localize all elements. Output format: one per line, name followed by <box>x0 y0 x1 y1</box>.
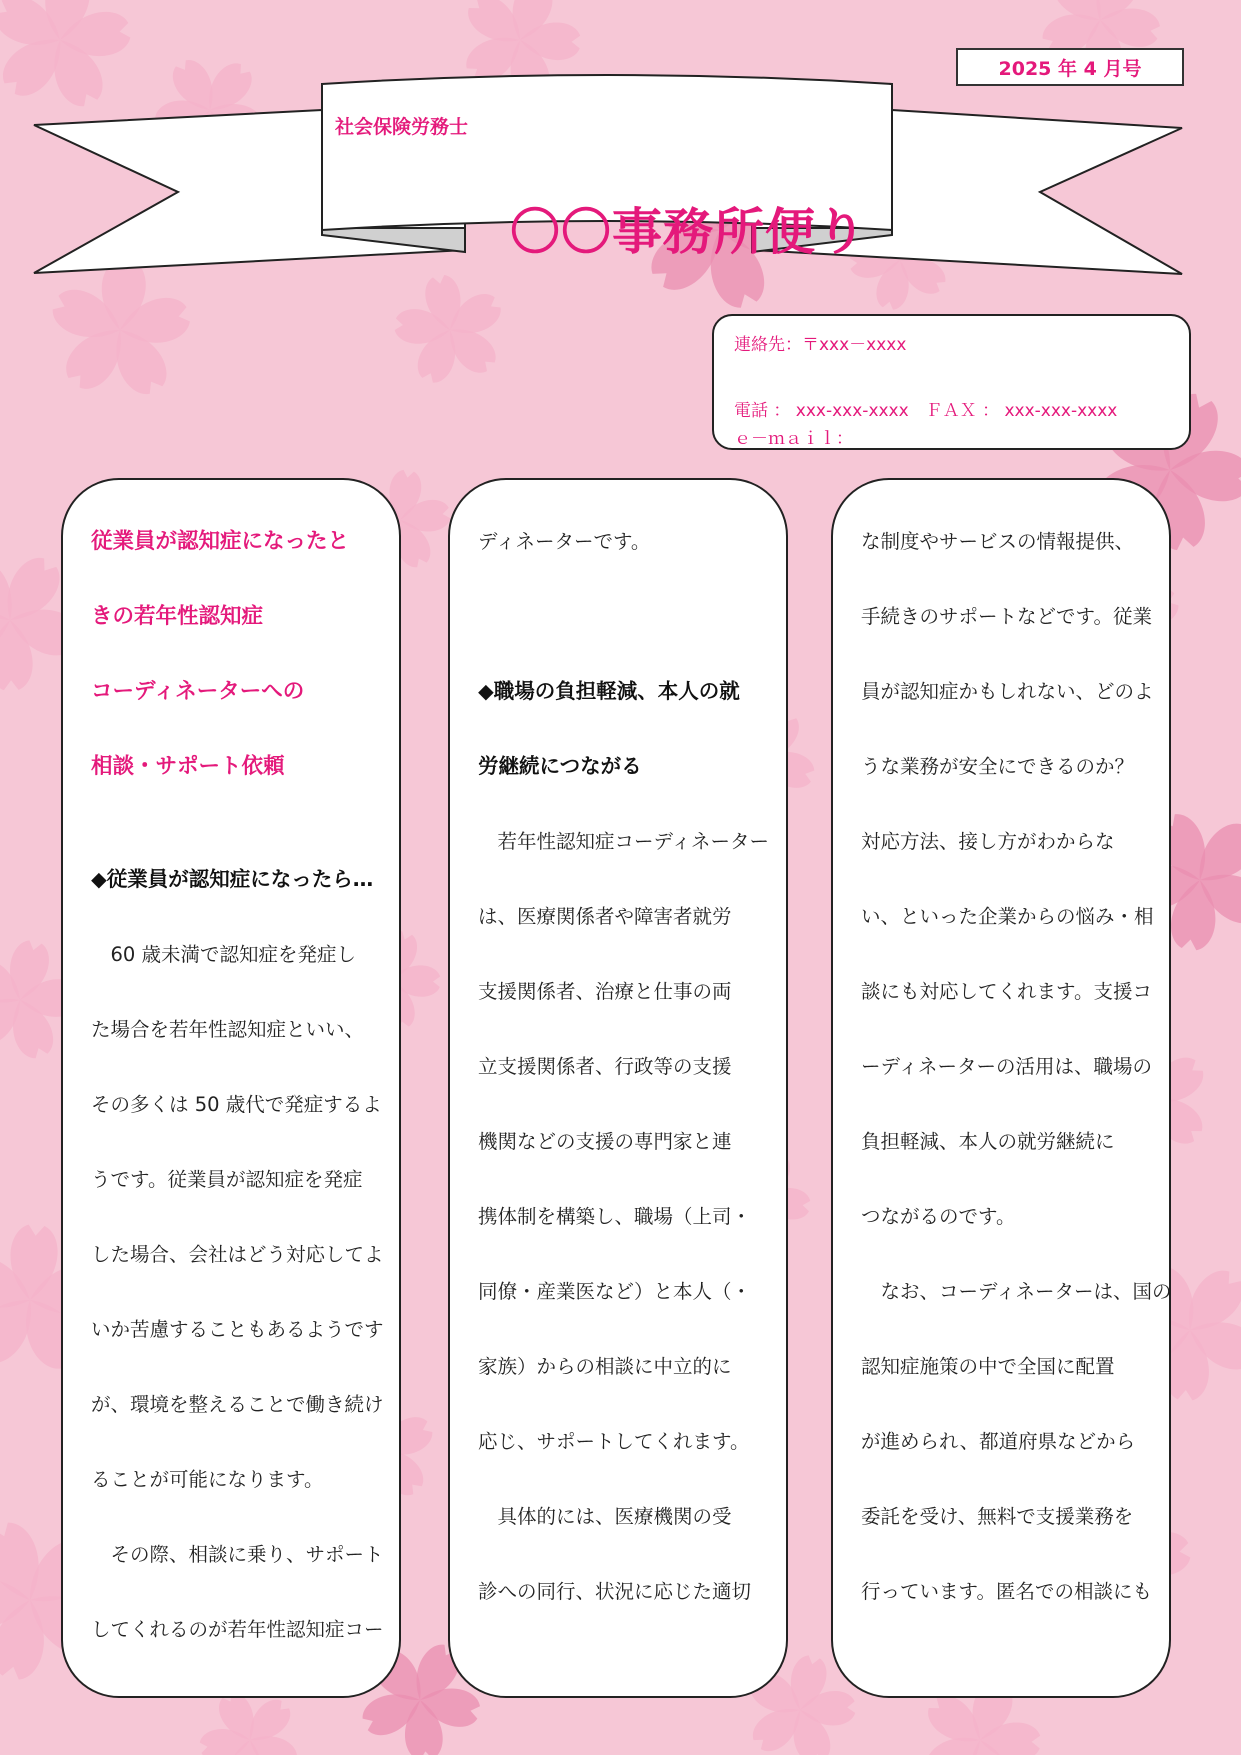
body-line: が進められ、都道府県などから <box>861 1430 1136 1453</box>
contact-address: 連絡先：〒xxx－xxxx <box>734 335 907 355</box>
body-line: い、といった企業からの悩み・相 <box>861 905 1154 928</box>
article-title-line: コーディネーターへの <box>91 679 305 704</box>
issue-date-badge: 2025 年 4 月号 <box>956 48 1184 86</box>
body-line: ることが可能になります。 <box>91 1468 324 1491</box>
body-line: は、医療関係者や障害者就労 <box>478 905 732 928</box>
body-line: いか苦慮することもあるようです <box>91 1318 384 1341</box>
section-heading: 労継続につながる <box>478 754 642 778</box>
body-line: 負担軽減、本人の就労継続に <box>861 1130 1115 1153</box>
body-line: その際、相談に乗り、サポート <box>91 1543 384 1566</box>
article-column-2 <box>448 478 788 1698</box>
contact-box <box>712 314 1191 450</box>
article-column-1 <box>61 478 401 1698</box>
body-line: 診への同行、状況に応じた適切 <box>478 1580 752 1603</box>
body-line: 支援関係者、治療と仕事の両 <box>478 980 732 1003</box>
section-heading: ◆従業員が認知症になったら… <box>91 867 374 891</box>
body-line: した場合、会社はどう対応してよ <box>91 1243 384 1266</box>
body-line: 若年性認知症コーディネーター <box>478 830 769 853</box>
banner-subtitle: 社会保険労務士 <box>335 116 469 138</box>
body-line: してくれるのが若年性認知症コー <box>91 1618 384 1641</box>
body-line: な制度やサービスの情報提供、 <box>861 530 1135 553</box>
contact-email: ｅ－ｍａｉｌ： <box>734 429 853 449</box>
body-line: 家族）からの相談に中立的に <box>478 1355 732 1378</box>
body-line: 携体制を構築し、職場（上司・ <box>478 1205 752 1228</box>
body-line: 対応方法、接し方がわからな <box>861 830 1115 853</box>
body-line: ディネーターです。 <box>478 530 651 553</box>
body-line: 同僚・産業医など）と本人（・ <box>478 1280 752 1303</box>
body-line: が、環境を整えることで働き続け <box>91 1393 384 1416</box>
body-line: 機関などの支援の専門家と連 <box>478 1130 732 1153</box>
banner-title: 〇〇事務所便り <box>510 203 867 261</box>
body-line: ーディネーターの活用は、職場の <box>861 1055 1152 1078</box>
body-line: 談にも対応してくれます。支援コ <box>861 980 1152 1003</box>
article-title-line: 相談・サポート依頼 <box>91 754 285 779</box>
body-line: その多くは 50 歳代で発症するよ <box>91 1093 382 1116</box>
body-line: 手続きのサポートなどです。従業 <box>861 605 1152 628</box>
body-line: つながるのです。 <box>861 1205 1016 1228</box>
body-line: 認知症施策の中で全国に配置 <box>861 1355 1115 1378</box>
body-line: 員が認知症かもしれない、どのよ <box>861 680 1154 703</box>
body-line: 応じ、サポートしてくれます。 <box>478 1430 750 1453</box>
article-title-line: きの若年性認知症 <box>91 604 264 629</box>
body-line: 60 歳未満で認知症を発症し <box>91 943 357 966</box>
body-line: うな業務が安全にできるのか？ <box>861 755 1135 778</box>
body-line: 行っています。匿名での相談にも <box>861 1580 1152 1603</box>
body-line: 立支援関係者、行政等の支援 <box>478 1055 732 1078</box>
section-heading: ◆職場の負担軽減、本人の就 <box>478 679 740 703</box>
body-line: うです。従業員が認知症を発症 <box>91 1168 363 1191</box>
article-column-3 <box>831 478 1171 1698</box>
article-title-line: 従業員が認知症になったと <box>91 529 350 554</box>
body-line: なお、コーディネーターは、国の <box>861 1280 1172 1303</box>
body-line: 具体的には、医療機関の受 <box>478 1505 732 1528</box>
banner-title-area <box>322 170 892 261</box>
contact-phone-fax: 電話 ： xxx-xxx-xxxx ＦＡＸ ： xxx-xxx-xxxx <box>734 401 1118 421</box>
body-line: 委託を受け、無料で支援業務を <box>861 1505 1134 1528</box>
body-line: た場合を若年性認知症といい、 <box>91 1018 365 1041</box>
